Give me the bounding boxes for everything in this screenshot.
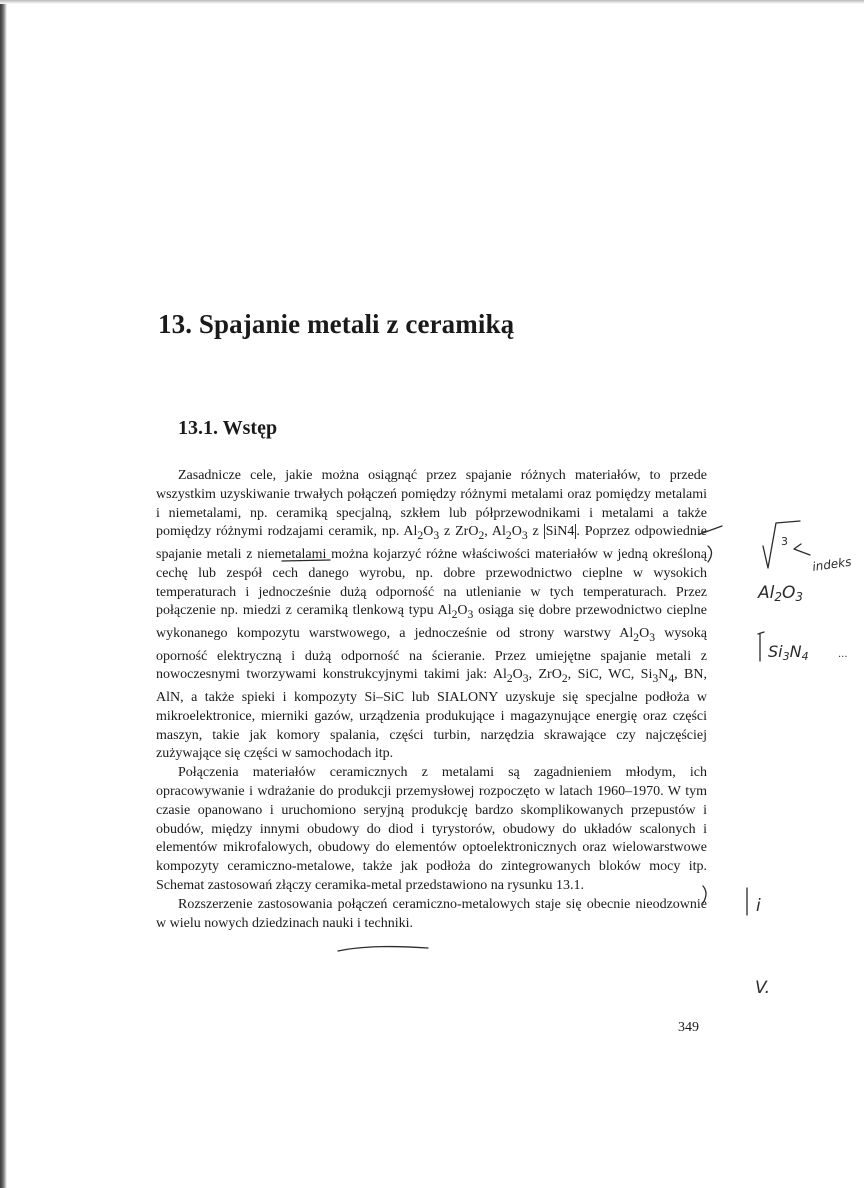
correction-underline — [282, 560, 330, 561]
margin-note-dots: ... — [838, 649, 848, 660]
margin-note-al2o3: Al2O3 — [758, 583, 804, 604]
correction-stroke-1 — [700, 526, 722, 534]
paragraph-1: Zasadnicze cele, jakie można osiągnąć przez spajanie różnych materiałów, to przede wszystkim uzyskiwanie trwałych połączeń pomiędzy różnymi metalami oraz pomiędzy metalami i niemetalami, np. ceramiką specjalną, szkłem lub półprzewodnikami i metalami a także pomiędzy różnymi rodzajami ceramik, np. $Al_2O_3$ z ZrO$_2$, $Al_2O_3$ z SiN4 . Poprzez odpowiednie spajanie metali z niemetalami można kojarzyć różne właściwości materiałów w jedną określoną cechę lub zespół cech danego wyrobu, np. dobre przewodnictwo cieplne w wysokich temperaturach i jednocześnie dużą odporność na utlenianie w tych temperaturach. Przez połączenie np. miedzi z ceramiką tlenkową typu $Al_2O_3$ osiąga się dobre przewodnictwo cieplne wykonanego kompozytu warstwowego, a jednocześnie od strony warstwy $Al_2O_3$ wysoką oporność elektryczną i dużą odporność na ścieranie. Przez umiejętne spajanie metali z nowoczesnymi tworzywami konstrukcyjnymi takimi jak: $Al_2O_3$, ZrO$_2$, SiC, WC, $Si_3N_4$, BN, AlN, a także spieki i kompozyty Si–SiC lub SIALONY uzyskuje się specjalne podłoża w mikroelektronice, mierniki gazów, urządzenia produkujące i magazynujące energię oraz części maszyn, takie jak komory spalania, części turbin, narzędzia skrawające czy najczęściej zużywające się części w samochodach itp. — [156, 468, 708, 762]
margin-note-si3n4: Si3N4 — [768, 642, 809, 663]
correction-stroke-3 — [703, 886, 706, 903]
paragraph-3: Rozszerzenie zastosowania połączeń ceramiczno-metalowych staje się obecnie nieodzownie w wielu nowych dziedzinach nauki i techniki. — [156, 896, 707, 931]
reference-underline — [338, 947, 428, 951]
margin-note-v: V. — [755, 978, 771, 998]
chapter-title: 13. Spajanie metali z ceramiką — [158, 309, 515, 339]
boxed-correction: SiN4 — [545, 524, 575, 540]
margin-bracket-si3n4 — [758, 632, 764, 661]
margin-note-i: i — [756, 896, 761, 916]
margin-note-root-index: 3 — [781, 535, 788, 548]
section-title: 13.1. Wstęp — [178, 417, 278, 439]
arrow-icon — [794, 544, 810, 555]
correction-stroke-2 — [708, 546, 712, 562]
page-number: 349 — [678, 1020, 699, 1035]
paragraph-2: Połączenia materiałów ceramicznych z metalami są zagadnieniem młodym, ich opracowywanie i wdrażanie do produkcji przemysłowej rozpoczęto w latach 1960–1970. W tym czasie opanowano i uruchomiono seryjną produkcję bardzo skomplikowanych przepustów i obudów, między innymi obudowy do diod i tyrystorów, obudowy do układów scalonych i elementów mikrofalowych, obudowy do elementów optoelektronicznych oraz wielowarstwowe kompozyty ceramiczno-metalowe, także jak podłoża do zintegrowanych bloków mocy itp. Schemat zastosowań złączy ceramika-metal przedstawiono na rysunku 13.1. — [156, 765, 707, 893]
margin-note-indeks: indeks — [811, 554, 853, 574]
